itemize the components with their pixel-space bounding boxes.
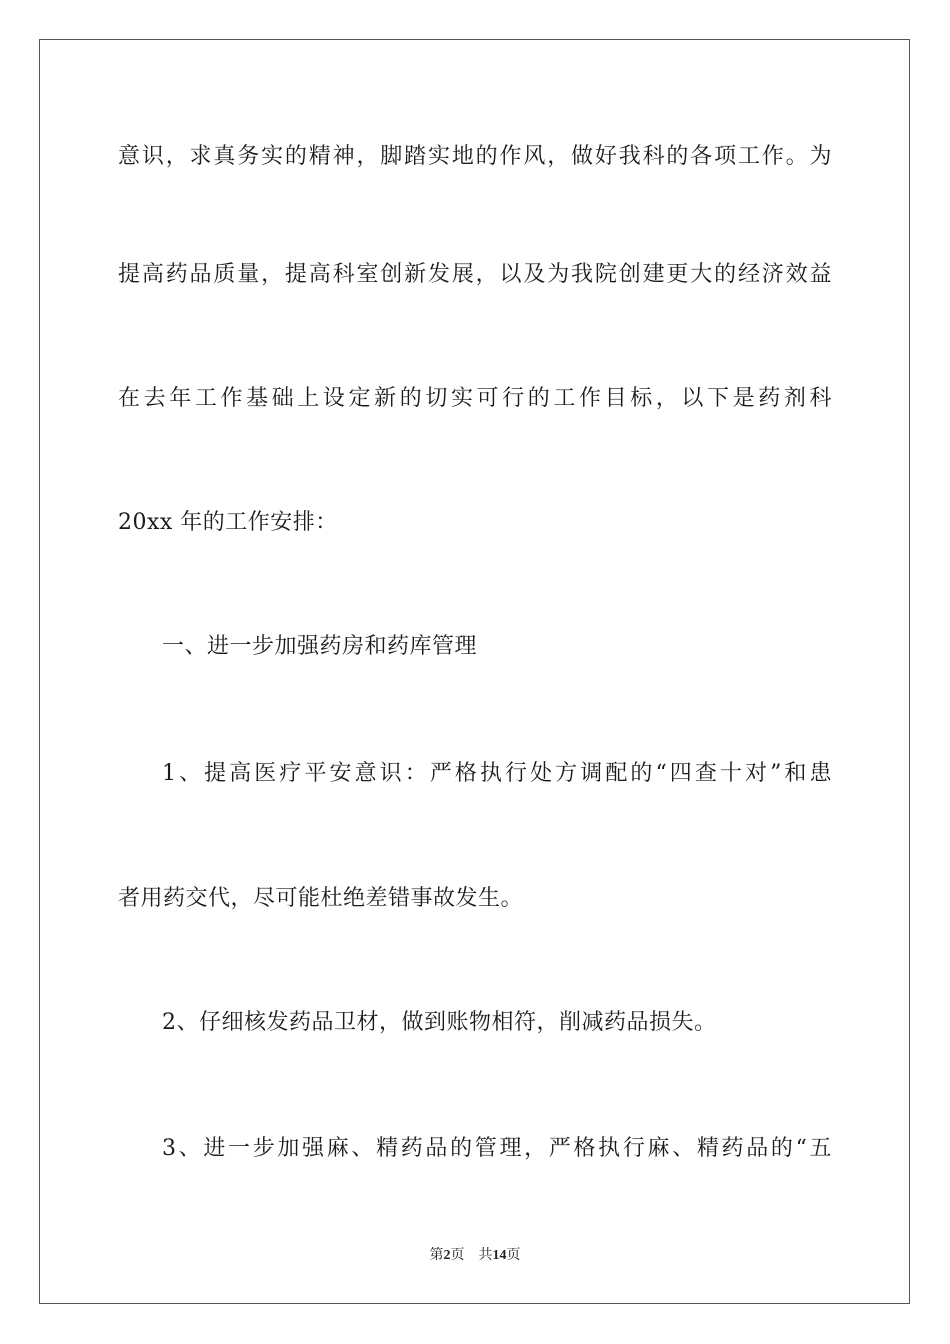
body-line-3: 在去年工作基础上设定新的切实可行的工作目标，以下是药剂科 xyxy=(118,386,832,411)
footer-page-suffix: 页 xyxy=(450,1248,465,1263)
list-item-3-line-1: 3、进一步加强麻、精药品的管理，严格执行麻、精药品的“五 xyxy=(162,1136,832,1161)
footer-total-suffix: 页 xyxy=(506,1248,521,1263)
page-border xyxy=(39,39,910,1304)
page-footer xyxy=(0,1247,950,1265)
footer-total-prefix: 共 xyxy=(478,1248,493,1263)
list-item-1-line-2: 者用药交代，尽可能杜绝差错事故发生。 xyxy=(118,886,524,911)
body-line-2: 提高药品质量，提高科室创新发展，以及为我院创建更大的经济效益 xyxy=(118,262,832,287)
footer-total-pages: 14 xyxy=(492,1248,507,1263)
section-heading: 一、进一步加强药房和药库管理 xyxy=(162,634,478,659)
footer-page-prefix: 第 xyxy=(429,1248,444,1263)
footer-page-number: 2 xyxy=(443,1248,451,1263)
body-line-4: 20xx 年的工作安排： xyxy=(118,510,338,535)
body-line-1: 意识，求真务实的精神，脚踏实地的作风，做好我科的各项工作。为 xyxy=(118,144,832,169)
list-item-2: 2、仔细核发药品卫材，做到账物相符，削减药品损失。 xyxy=(162,1010,717,1035)
list-item-1-line-1: 1、提高医疗平安意识：严格执行处方调配的“四查十对”和患 xyxy=(162,761,832,786)
